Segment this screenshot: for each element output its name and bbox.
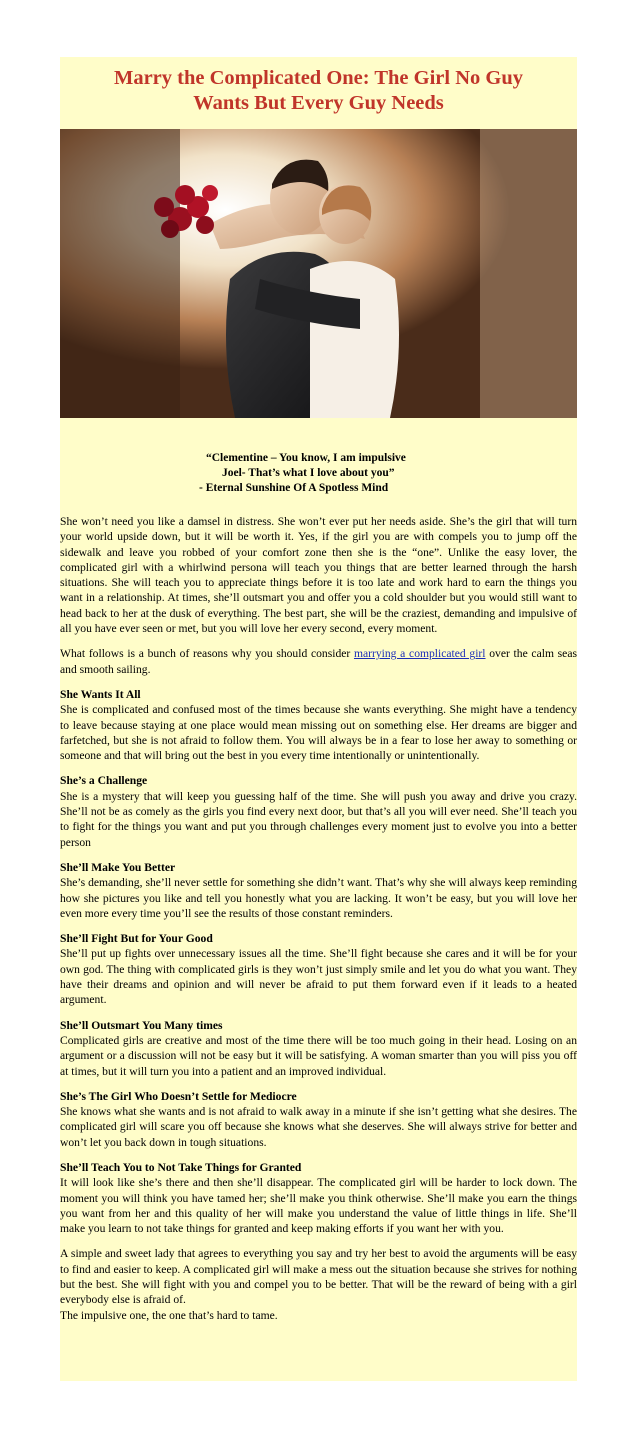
- closing-line: The impulsive one, the one that’s hard to tame.: [60, 1308, 278, 1322]
- complicated-girl-link[interactable]: marrying a complicated girl: [353, 647, 486, 661]
- section-text: She is a mystery that will keep you guessing half of the time. She will push you away and drive you crazy. She’ll not be as comely as the girls you find every next door, but that’s all you will ever need. She’ll teach you to fight for the things you want and put you through challenges every moment just to evolve you into a better person: [60, 789, 577, 849]
- section-heading: She’s The Girl Who Doesn’t Settle for Mediocre: [60, 1089, 297, 1103]
- intro-paragraph: She won’t need you like a damsel in distress. She won’t ever put her needs aside. She’s the girl that will turn your world upside down, but it will be worth it. Yes, if the girl you are with compels you to jump off the sidewalk and leave you robbed of your comfort zone then she is the “one”. Unlike the easy lover, the complicated girl with a whirlwind persona will teach you things that are better learned through the harsh situations. She will teach you to appreciate things before it is too late and work hard to earn the things you want in a relationship. At times, she’ll outsmart you and offer you a cold shoulder but you would still want to head back to her at the dusk of everything. The best part, she will be the craziest, demanding and impulsive of all you have ever seen or met, but you will love her every second, every moment.: [60, 515, 577, 636]
- section-heading: She’ll Outsmart You Many times: [60, 1018, 223, 1032]
- couple-illustration: [60, 129, 577, 418]
- section-text: She’ll put up fights over unnecessary issues all the time. She’ll fight because she cares and it will be for your own god. The thing with complicated girls is they won’t just simply smile and let you do what you want. They have their dreams and opinion and will never be afraid to put them forward even if it leads to a heated argument.: [60, 947, 577, 1007]
- section-heading: She Wants It All: [60, 687, 141, 701]
- section-heading: She’ll Make You Better: [60, 860, 176, 874]
- article-body: [60, 514, 577, 1323]
- title-line-1: Marry the Complicated One: The Girl No Guy: [113, 67, 523, 89]
- section-make-you-better: [60, 860, 577, 921]
- section-fight-for-your-good: [60, 931, 577, 1007]
- section-heading: She’ll Teach You to Not Take Things for Granted: [60, 1160, 302, 1174]
- quote-attribution: - Eternal Sunshine Of A Spotless Mind: [199, 482, 389, 494]
- wedding-cake-topper-photo: [60, 129, 577, 418]
- title-line-2: Wants But Every Guy Needs: [193, 92, 444, 114]
- follows-text-before: What follows is a bunch of reasons why you should consider: [60, 647, 354, 661]
- section-not-take-for-granted: [60, 1160, 577, 1236]
- quote-line-2: Joel- That’s what I love about you”: [222, 467, 395, 479]
- closing-text: A simple and sweet lady that agrees to everything you say and try her best to avoid the arguments will be easy to find and easier to keep. A complicated girl will make a mess out the situation because she strives for nothing but the best. She will fight with you and compel you to be better. That will be the reward of being with a girl everybody else is afraid of.: [60, 1247, 577, 1307]
- section-outsmart-you: [60, 1018, 577, 1079]
- article-title: [60, 57, 577, 116]
- follows-text-after: over the calm seas and smooth sailing.: [60, 647, 577, 676]
- section-text: She knows what she wants and is not afraid to walk away in a minute if she isn’t getting what she desires. The complicated girl will scare you off because she knows what she deserves. She will always strive for better and won’t let you back down in tough situations.: [60, 1105, 577, 1149]
- section-text: It will look like she’s there and then she’ll disappear. The complicated girl will be harder to lock down. The moment you will think you have tamed her; she’ll make you think otherwise. She’ll make you earn the things you want from her and this quality of her will make you understand the value of little things in life. She’ll make you learn to not take things for granted and keep making efforts if you want her with you.: [60, 1176, 577, 1236]
- section-text: She’s demanding, she’ll never settle for something she didn’t want. That’s why she will always keep reminding how she pictures you like and tell you honestly what you are lacking. It won’t be easy, but you will love her even more every time you’ll see the results of those constant reminders.: [60, 876, 577, 920]
- section-heading: She’s a Challenge: [60, 774, 148, 788]
- section-challenge: [60, 773, 577, 849]
- section-text: She is complicated and confused most of the times because she wants everything. She might have a tendency to leave because staying at one place would mean missing out on something else. Her dreams are bigger and farfetched, but she is not afraid to follow them. You will always be in a fear to lose her away to something or someone and that will bring out the best in you every time intentionally or unintentionally.: [60, 703, 577, 763]
- closing-paragraph: [60, 1246, 577, 1322]
- document-page: [60, 57, 577, 1381]
- follows-paragraph: [60, 646, 577, 677]
- section-wants-it-all: [60, 687, 577, 763]
- movie-quote: [60, 451, 577, 496]
- quote-line-1: “Clementine – You know, I am impulsive: [206, 452, 406, 464]
- section-text: Complicated girls are creative and most of the time there will be too much going in their head. Losing on an argument or a discussion will not be easy but it will be satisfying. A woman smarter than you will piss you off at times, but it will turn you into a patient and an improved individual.: [60, 1033, 577, 1078]
- section-heading: She’ll Fight But for Your Good: [60, 932, 213, 946]
- section-no-mediocre: [60, 1089, 577, 1150]
